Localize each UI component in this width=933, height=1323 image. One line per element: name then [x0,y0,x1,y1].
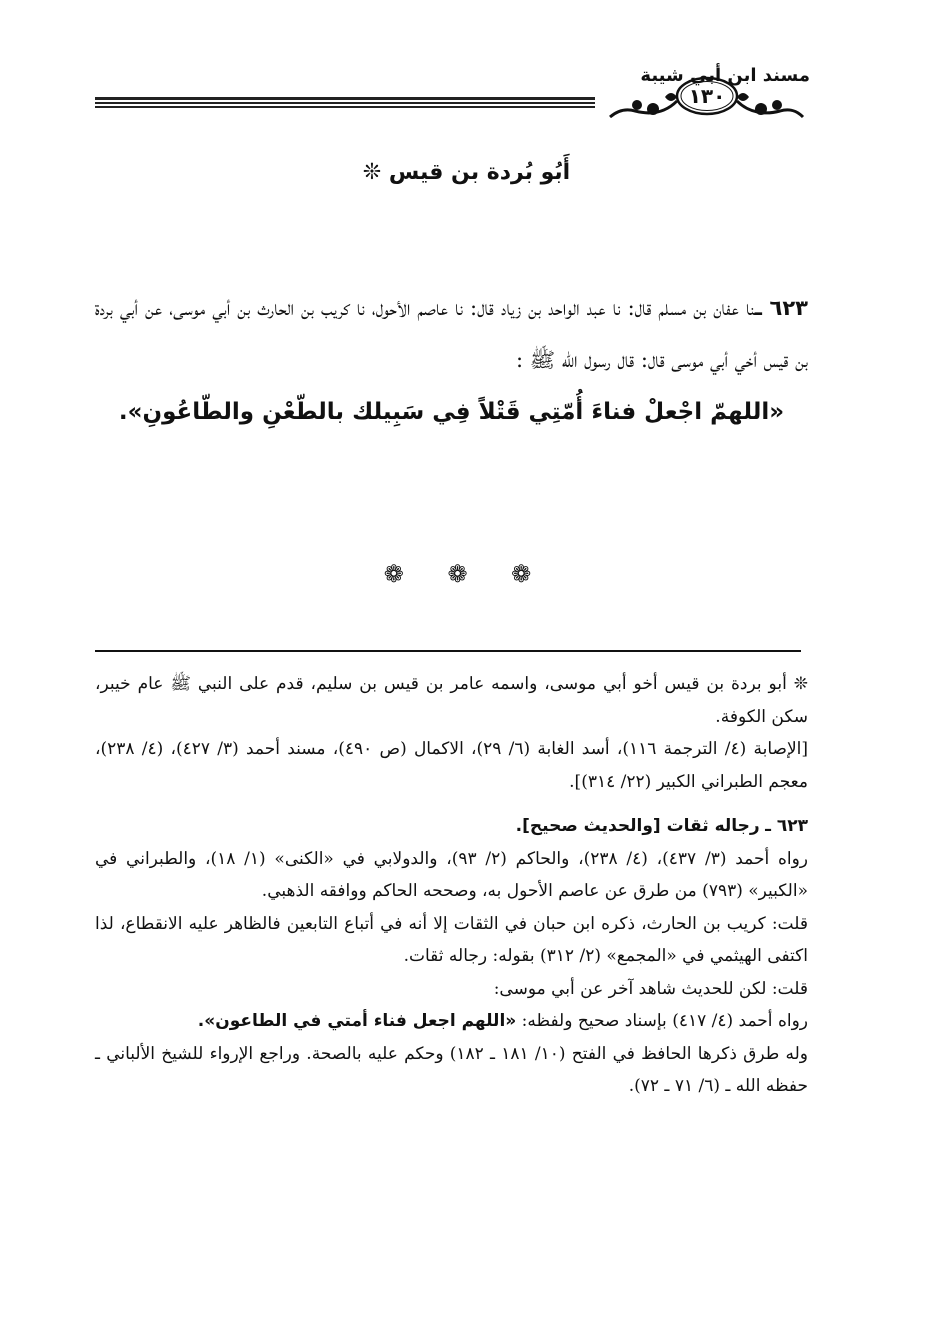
page-header [95,55,810,125]
header-rule [95,97,595,107]
hadith-matn: «اللهمّ اجْعلْ فناءَ أُمّتِي قَتْلاً فِي سَبِيلك بالطّعْنِ والطّاعُونِ». [118,399,785,425]
footnote-grading-paragraph [95,810,808,843]
page-number: ١٣٠ [688,84,726,108]
footnote-grading: رجاله ثقات [والحديث صحيح]. [515,816,760,836]
footnote-hadith-number: ٦٢٣ ـ [765,816,808,836]
footnote-ahmad-quote: «اللهم اجعل فناء أمتي في الطاعون». [197,1011,517,1031]
section-title: أَبُو بُردة بن قيس ❊ [362,160,571,185]
footnote-bio: ❊ أبو بردة بن قيس أخو أبي موسى، واسمه عامر بن قيس بن سليم، قدم على النبي ﷺ عام خيبر، سكن الكوفة. [95,674,808,727]
book-title: مسند ابن أبي شيبة [640,65,810,86]
header-rule-line [95,102,595,104]
footnote-sources: [الإصابة (٤/ الترجمة ١١٦)، أسد الغابة (٦/ ٢٩)، الاكمال (ص ٤٩٠)، مسند أحمد (٣/ ٤٢٧)، (٤/ ٢٣٨)، معجم الطبراني الكبير (٢٢/ ٣١٤)]. [95,739,808,792]
hadith-number: ٦٢٣ ـ [754,296,808,320]
footnote-note-kurayb: قلت: كريب بن الحارث، ذكره ابن حبان في الثقات إلا أنه في أتباع التابعين فالظاهر عليه الانقطاع، لذا اكتفى الهيثمي في «المجمع» (٢/ ٣١٢) بقوله: رجاله ثقات. [95,913,808,966]
separator-stars: ❁ ❁ ❁ [383,560,550,588]
footnote-note-ahmad [95,1005,808,1038]
footnote-note-fath: وله طرق ذكرها الحافظ في الفتح (١٠/ ١٨١ ـ ١٨٢) وحكم عليه بالصحة. وراجع الإرواء للشيخ الألباني ـ حفظه الله ـ (٦/ ٧١ ـ ٧٢). [95,1043,808,1096]
footnote-takhrij: رواه أحمد (٣/ ٤٣٧)، (٤/ ٢٣٨)، والحاكم (٢/ ٩٣)، والدولابي في «الكنى» (١/ ١٨)، والطبراني في «الكبير» (٧٩٣) من طرق عن عاصم الأحول به، وصححه الحاكم ووافقه الذهبي. [95,848,809,901]
hadith-isnad: نا عفان بن مسلم قال: نا عبد الواحد بن زياد قال: نا عاصم الأحول، نا كريب بن الحارث بن أبي موسى، عن أبي بردة بن قيس أخي أبي موسى قال: قال رسول الله ﷺ : [95,296,808,372]
footnote-note-shahid: قلت: لكن للحديث شاهد آخر عن أبي موسى: [493,978,808,999]
hadith-body [95,282,808,438]
footnotes [95,668,808,1103]
footnote-ahmad-prefix: رواه أحمد (٤/ ٤١٧) بإسناد صحيح ولفظه: [521,1011,808,1031]
header-rule-line [95,97,595,100]
header-rule-line [95,106,595,108]
footnote-divider [95,650,801,652]
footnote-gap [95,798,808,810]
hadith-isnad-paragraph [95,282,808,386]
